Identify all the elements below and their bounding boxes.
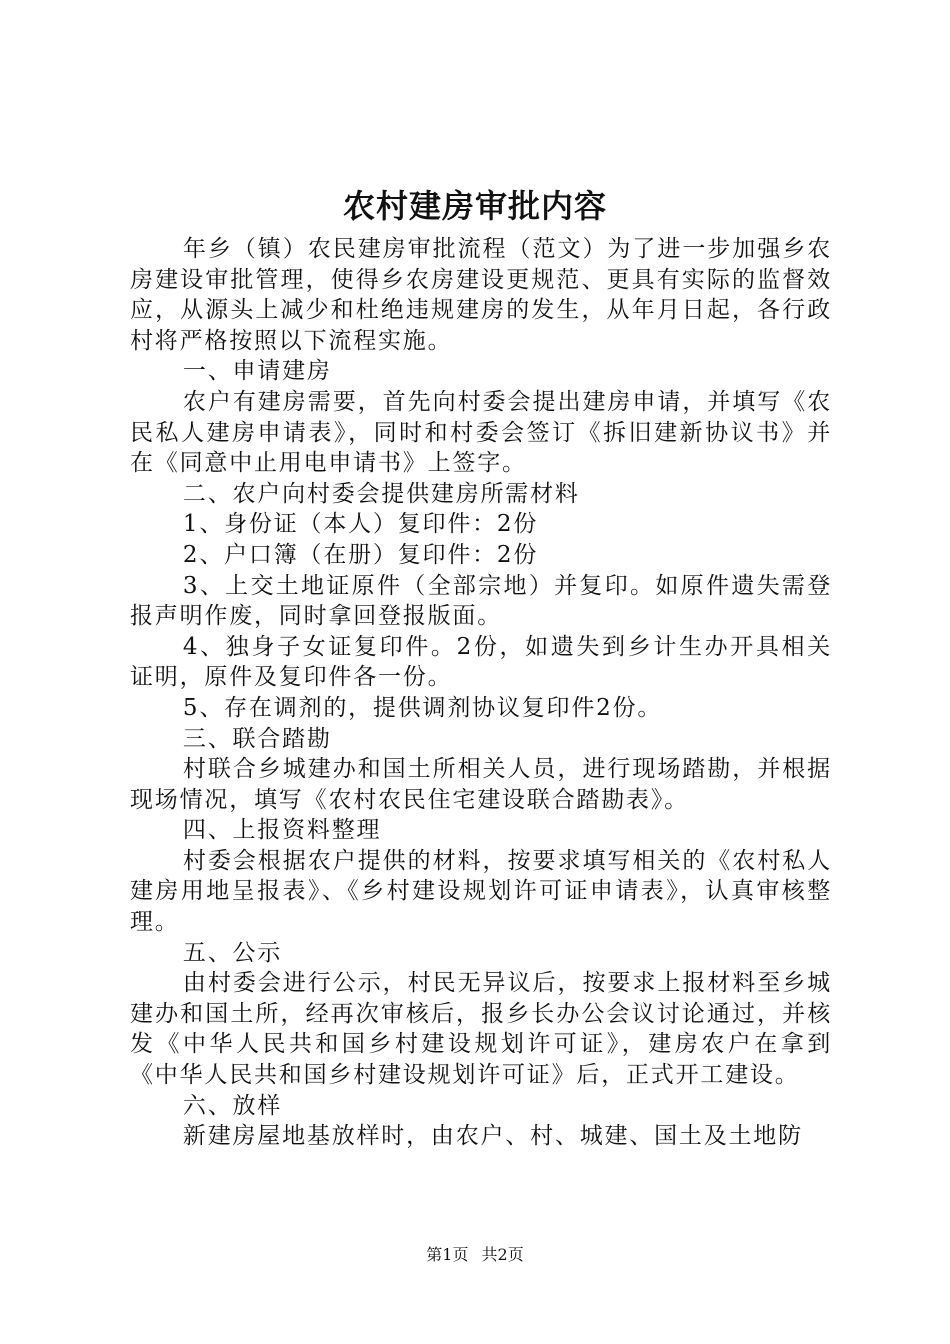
document-title: 农村建房审批内容 [342, 187, 607, 225]
page-total: 共2页 [481, 1245, 524, 1264]
paragraph-intro: 年乡（镇）农民建房审批流程（范文）为了进一步加强乡农房建设审批管理，使得乡农房建设更规范、更具有实际的监督效应，从源头上减少和杜绝违规建房的发生，从年月日起，各行政村将严格按照以下流程实施。 [130, 236, 832, 354]
section-heading-documents: 四、上报资料整理 [182, 817, 382, 844]
list-item-only-child-certificate: 4、独身子女证复印件。2份，如遗失到乡计生办开具相关证明，原件及复印件各一份。 [130, 633, 832, 691]
page-number: 第1页 [426, 1245, 469, 1264]
section-heading-joint-survey: 三、联合踏勘 [182, 725, 332, 752]
section-heading-materials: 二、农户向村委会提供建房所需材料 [182, 480, 580, 507]
paragraph-layout: 新建房屋地基放样时，由农户、村、城建、国土及土地防 [182, 1123, 803, 1150]
section-heading-apply: 一、申请建房 [182, 358, 332, 385]
list-item-household-register: 2、户口簿（在册）复印件：2份 [182, 541, 539, 568]
paragraph-documents: 村委会根据农户提供的材料，按要求填写相关的《农村私人建房用地呈报表》、《乡村建设规划许可证申请表》，认真审核整理。 [130, 847, 832, 936]
list-item-adjustment-agreement: 5、存在调剂的，提供调剂协议复印件2份。 [182, 694, 663, 721]
list-item-id-card: 1、身份证（本人）复印件：2份 [182, 511, 539, 538]
paragraph-apply: 农户有建房需要，首先向村委会提出建房申请，并填写《农民私人建房申请表》，同时和村委会签订《拆旧建新协议书》并在《同意中止用电申请书》上签字。 [130, 388, 832, 477]
section-heading-layout: 六、放样 [182, 1092, 283, 1119]
section-heading-publicity: 五、公示 [182, 939, 283, 966]
page-footer [0, 1244, 950, 1266]
list-item-land-certificate: 3、上交土地证原件（全部宗地）并复印。如原件遗失需登报声明作废，同时拿回登报版面。 [130, 572, 832, 630]
paragraph-publicity: 由村委会进行公示，村民无异议后，按要求上报材料至乡城建办和国土所，经再次审核后，报乡长办公会议讨论通过，并核发《中华人民共和国乡村建设规划许可证》，建房农户在拿到《中华人民共和国乡村建设规划许可证》后，正式开工建设。 [130, 970, 832, 1089]
paragraph-joint-survey: 村联合乡城建办和国土所相关人员，进行现场踏勘，并根据现场情况，填写《农村农民住宅建设联合踏勘表》。 [130, 756, 832, 813]
document-body [130, 234, 832, 1152]
